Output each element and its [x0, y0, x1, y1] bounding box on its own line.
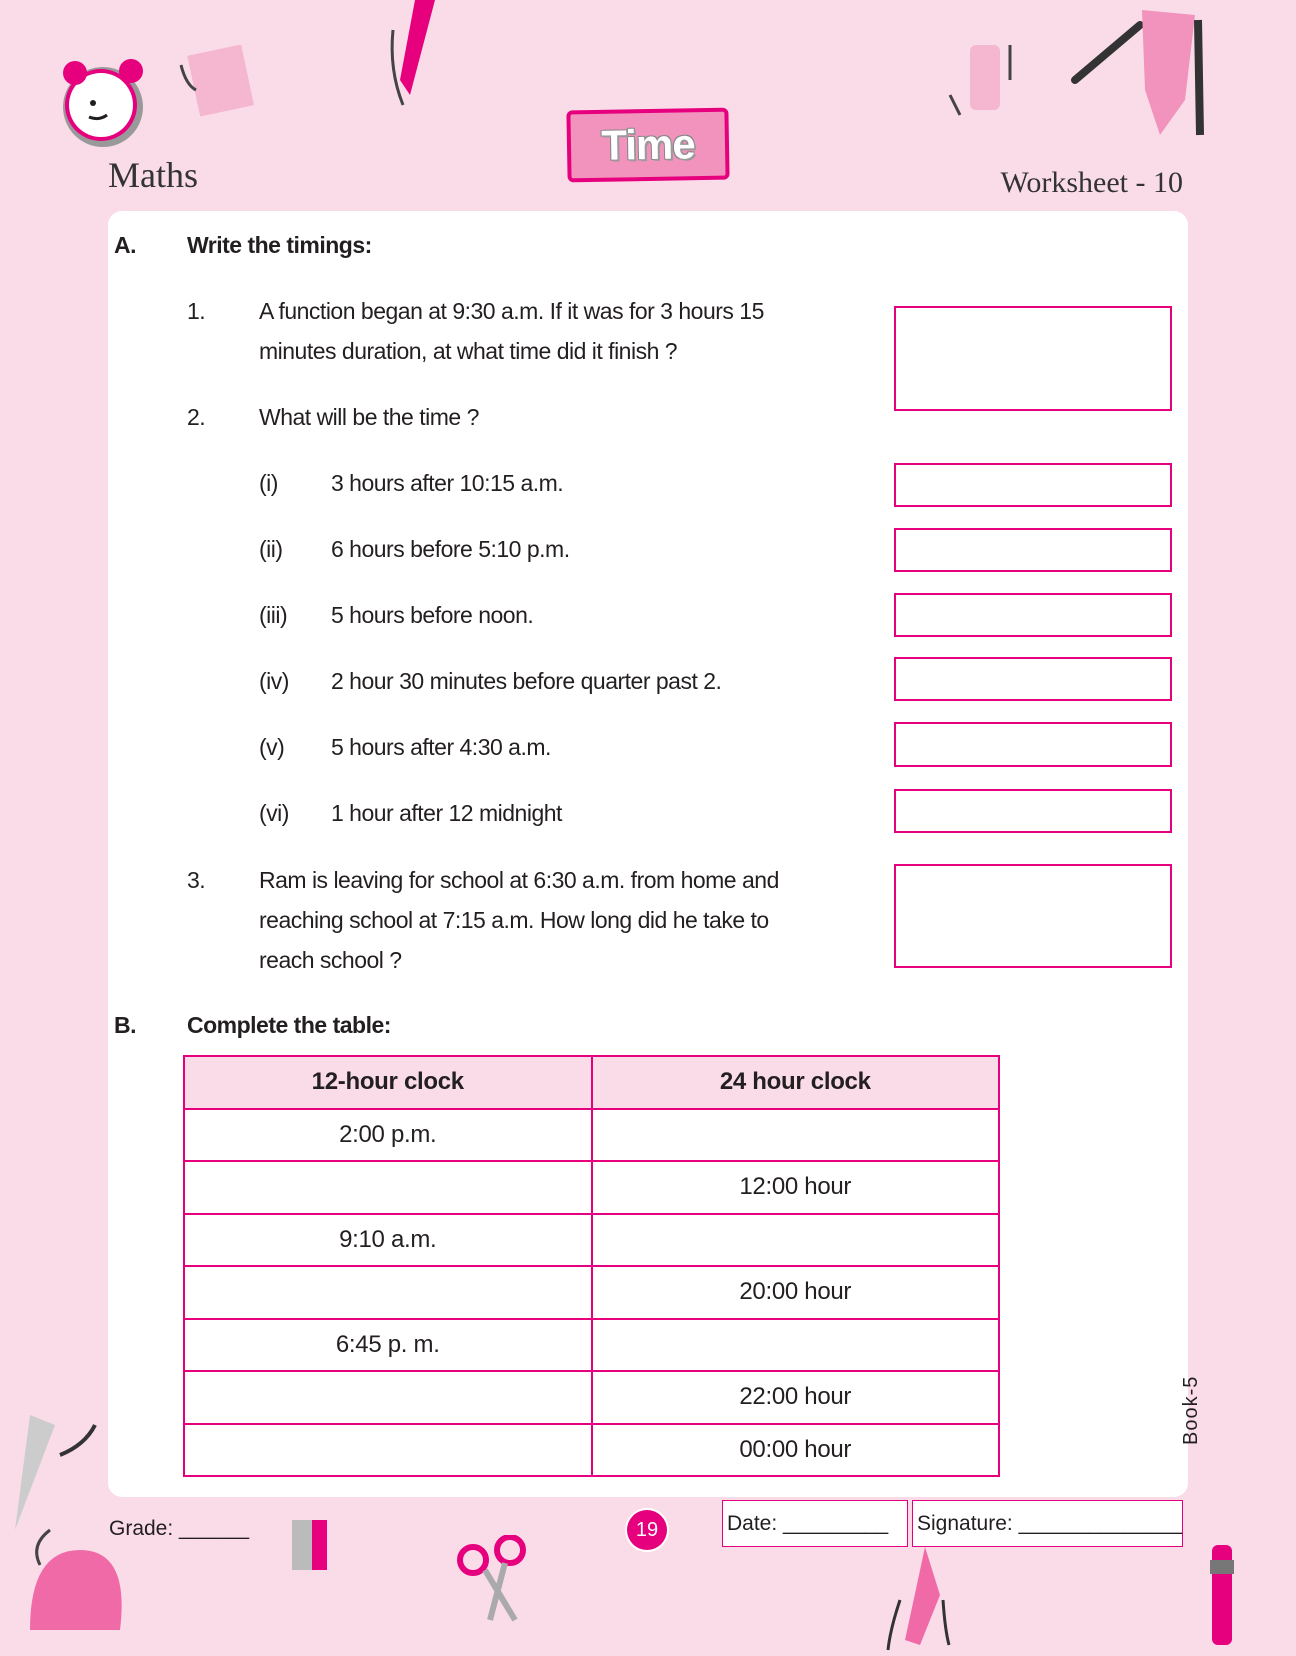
notebook-illustration [178, 45, 258, 125]
q2-item-text: 3 hours after 10:15 a.m. [331, 470, 564, 496]
ruler-illustration [10, 1410, 100, 1535]
table-header-row [184, 1056, 999, 1109]
q2-answer-box[interactable] [894, 789, 1172, 833]
sharpener-illustration [282, 1515, 342, 1590]
alarm-clock-illustration [55, 45, 155, 160]
pencil-compass-illustration [1070, 10, 1210, 140]
q2-item-num: (ii) [259, 536, 283, 562]
q1-line1: A function began at 9:30 a.m. If it was for 3 hours 15 [259, 298, 764, 324]
subject-label: Maths [108, 155, 198, 195]
q3-answer-box[interactable] [894, 864, 1172, 968]
crayon-illustration [885, 1545, 955, 1655]
table-row [184, 1266, 999, 1319]
q2-item-text: 6 hours before 5:10 p.m. [331, 536, 570, 562]
table-row [184, 1424, 999, 1477]
pen-illustration [1190, 1540, 1250, 1650]
section-a-heading: Write the timings: [187, 232, 372, 258]
q2-item-num: (v) [259, 734, 285, 760]
section-a-label: A. [114, 232, 136, 258]
cell-24-hour[interactable] [592, 1214, 1000, 1267]
worksheet-number: Worksheet - 10 [1000, 166, 1183, 199]
cell-24-hour[interactable]: 22:00 hour [592, 1371, 1000, 1424]
table-row [184, 1214, 999, 1267]
cell-12-hour[interactable] [184, 1371, 592, 1424]
table-row [184, 1161, 999, 1214]
table-row [184, 1109, 999, 1162]
q2-text: What will be the time ? [259, 404, 479, 430]
cell-24-hour[interactable] [592, 1319, 1000, 1372]
q1-answer-box[interactable] [894, 306, 1172, 411]
signature-field[interactable]: Signature: ______________ [912, 1500, 1183, 1547]
q2-answer-box[interactable] [894, 528, 1172, 572]
q3-number: 3. [187, 867, 206, 893]
cell-24-hour[interactable]: 00:00 hour [592, 1424, 1000, 1477]
cell-12-hour[interactable] [184, 1424, 592, 1477]
date-field[interactable]: Date: _________ [722, 1500, 908, 1547]
column-header-12-hour: 12-hour clock [184, 1056, 592, 1109]
q3-line1: Ram is leaving for school at 6:30 a.m. from home and [259, 867, 779, 893]
column-header-24-hour: 24 hour clock [592, 1056, 1000, 1109]
cell-12-hour[interactable] [184, 1161, 592, 1214]
q2-item-num: (vi) [259, 800, 289, 826]
q2-item-num: (iii) [259, 602, 288, 628]
q2-item-text: 1 hour after 12 midnight [331, 800, 562, 826]
section-b-heading: Complete the table: [187, 1012, 391, 1038]
q3-line2: reaching school at 7:15 a.m. How long did he take to [259, 907, 769, 933]
table-row [184, 1319, 999, 1372]
cell-12-hour[interactable]: 9:10 a.m. [184, 1214, 592, 1267]
page-title: Time [600, 120, 696, 169]
q2-number: 2. [187, 404, 206, 430]
q3-line3: reach school ? [259, 947, 402, 973]
grade-field[interactable]: Grade: ______ [109, 1517, 250, 1540]
q2-answer-box[interactable] [894, 657, 1172, 701]
q2-item-text: 2 hour 30 minutes before quarter past 2. [331, 668, 722, 694]
q2-answer-box[interactable] [894, 463, 1172, 507]
q2-item-num: (iv) [259, 668, 289, 694]
eraser-illustration [945, 40, 1025, 125]
table-row [184, 1371, 999, 1424]
book-label: Book-5 [1180, 1375, 1202, 1445]
cell-24-hour[interactable]: 20:00 hour [592, 1266, 1000, 1319]
section-b-label: B. [114, 1012, 136, 1038]
cell-12-hour[interactable] [184, 1266, 592, 1319]
q2-answer-box[interactable] [894, 593, 1172, 637]
cell-12-hour[interactable]: 2:00 p.m. [184, 1109, 592, 1162]
cell-24-hour[interactable]: 12:00 hour [592, 1161, 1000, 1214]
cell-24-hour[interactable] [592, 1109, 1000, 1162]
scissors-illustration [455, 1535, 535, 1625]
q2-item-num: (i) [259, 470, 278, 496]
q1-number: 1. [187, 298, 206, 324]
pencil-illustration [385, 0, 445, 110]
q2-item-text: 5 hours after 4:30 a.m. [331, 734, 551, 760]
q1-line2: minutes duration, at what time did it finish ? [259, 338, 678, 364]
time-conversion-table [183, 1055, 1000, 1477]
q2-item-text: 5 hours before noon. [331, 602, 534, 628]
page-number: 19 [627, 1510, 667, 1550]
cell-12-hour[interactable]: 6:45 p. m. [184, 1319, 592, 1372]
q2-answer-box[interactable] [894, 722, 1172, 767]
title-badge [566, 108, 729, 183]
